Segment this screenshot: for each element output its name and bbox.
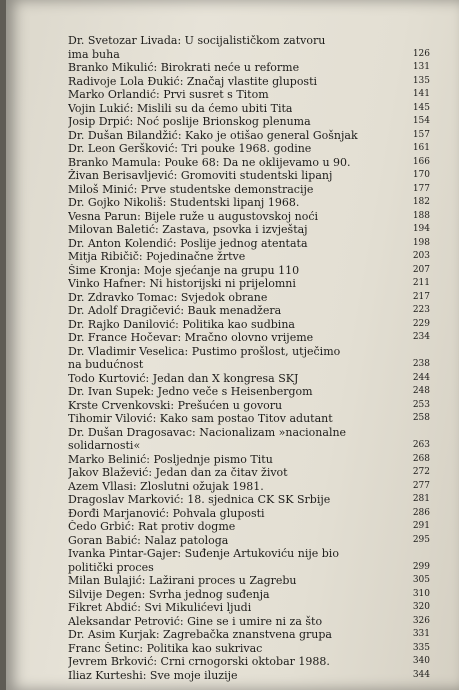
toc-entry-title: Tihomir Vilović: Kako sam postao Titov adutant — [68, 412, 333, 425]
toc-entry — [68, 129, 430, 143]
toc-page-number: 320 — [412, 602, 430, 612]
toc-entry — [68, 426, 430, 453]
toc-entry-title: Todo Kurtović: Jedan dan X kongresa SKJ — [68, 371, 299, 385]
toc-entry-title: Mitja Ribičič: Pojedinačne žrtve — [68, 250, 246, 263]
toc-entry — [68, 223, 430, 237]
toc-entry-title: Marko Orlandić: Prvi susret s Titom — [68, 88, 269, 101]
toc-entry — [68, 331, 430, 345]
toc-page-number: 203 — [412, 251, 430, 261]
toc-page-number: 182 — [412, 197, 430, 207]
toc-entry — [68, 669, 430, 683]
toc-page-number: 211 — [412, 278, 430, 288]
toc-entry — [68, 372, 430, 386]
toc-page-number: 272 — [412, 467, 430, 477]
toc-page-number: 154 — [412, 116, 430, 126]
toc-entry-title: Živan Berisavljević: Gromoviti studentski lipanj — [68, 169, 333, 182]
toc-entry-title: Dr. Dušan Bilandžić: Kako je otišao general Gošnjak — [68, 128, 358, 142]
toc-entry — [68, 277, 430, 291]
toc-entry-title: Fikret Abdić: Svi Mikulićevi ljudi — [68, 601, 252, 614]
toc-page-number: 131 — [412, 62, 430, 72]
toc-entry — [68, 399, 430, 413]
toc-page-number: 258 — [412, 413, 430, 423]
toc-entry — [68, 250, 430, 264]
toc-entry — [68, 156, 430, 170]
toc-entry — [68, 88, 430, 102]
toc-entry-title: Josip Drpić: Noć poslije Brionskog plenuma — [68, 115, 311, 128]
book-page — [6, 0, 459, 690]
toc-page-number: 126 — [412, 48, 430, 59]
toc-entry-title: Franc Šetinc: Politika kao sukrivac — [68, 641, 263, 655]
toc-entry-title: Iliaz Kurteshi: Sve moje iluzije — [68, 668, 238, 682]
toc-entry-title: Dr. Adolf Dragičević: Bauk menadžera — [68, 304, 282, 317]
toc-entry-title: Šime Kronja: Moje sjećanje na grupu 110 — [68, 263, 300, 277]
toc-page-number: 170 — [412, 170, 430, 180]
toc-page-number: 281 — [412, 494, 430, 504]
toc-entry — [68, 615, 430, 629]
toc-page-number: 141 — [412, 89, 430, 99]
toc-page-number: 340 — [412, 656, 430, 666]
toc-entry — [68, 210, 430, 224]
toc-entry-title: Vinko Hafner: Ni historijski ni prijelomni — [68, 277, 296, 290]
toc-entry-title: Milan Bulajić: Lažirani proces u Zagrebu — [68, 574, 297, 587]
toc-page-number: 326 — [412, 615, 430, 626]
toc-entry — [68, 318, 430, 332]
toc-entry — [68, 304, 430, 318]
toc-page-number: 344 — [412, 669, 430, 680]
toc-entry-title: Azem Vllasi: Zloslutni ožujak 1981. — [68, 479, 264, 493]
toc-page-number: 310 — [412, 588, 430, 599]
toc-entry — [68, 507, 430, 521]
toc-page-number: 145 — [412, 102, 430, 113]
toc-page-number: 263 — [412, 440, 430, 450]
toc-page-number: 217 — [412, 291, 430, 302]
toc-page-number: 291 — [412, 521, 430, 531]
toc-entry-title: Jevrem Brković: Crni crnogorski oktobar 1988. — [68, 655, 330, 668]
toc-entry — [68, 642, 430, 656]
toc-entry — [68, 466, 430, 480]
toc-entry-title: Dr. Gojko Nikoliš: Studentski lipanj 1968. — [68, 196, 300, 209]
toc-entry-title: Goran Babić: Nalaz patologa — [68, 533, 229, 547]
toc-entry — [68, 183, 430, 197]
toc-entry — [68, 480, 430, 494]
toc-entry — [68, 115, 430, 129]
toc-page-number: 166 — [412, 156, 430, 167]
toc-entry — [68, 196, 430, 210]
toc-entry — [68, 237, 430, 251]
toc-entry-title: Đorđi Marjanović: Pohvala gluposti — [68, 506, 265, 520]
toc-entry-title: Ivanka Pintar-Gajer: Suđenje Artukoviću nije bio politički proces — [68, 547, 339, 574]
toc-entry — [68, 34, 430, 61]
toc-page-number: 299 — [412, 561, 430, 572]
toc-page-number: 234 — [412, 332, 430, 342]
toc-page-number: 248 — [412, 386, 430, 396]
toc-entry — [68, 574, 430, 588]
toc-page-number: 295 — [412, 534, 430, 545]
toc-page-number: 188 — [412, 210, 430, 221]
toc-entry-title: Dr. Vladimir Veselica: Pustimo prošlost, utječimo na budućnost — [68, 344, 341, 371]
toc-entry-title: Branko Mikulić: Birokrati neće u reforme — [68, 61, 300, 74]
toc-entry — [68, 588, 430, 602]
toc-page-number: 207 — [412, 264, 430, 275]
toc-entry-title: Krste Crvenkovski: Prešućen u govoru — [68, 398, 283, 412]
toc-page-number: 229 — [412, 318, 430, 329]
toc-entry-title: Dr. Asim Kurjak: Zagrebačka znanstvena grupa — [68, 628, 332, 641]
toc-entry-title: Radivoje Lola Đukić: Značaj vlastite gluposti — [68, 74, 318, 88]
toc-page-number: 177 — [412, 183, 430, 194]
toc-page-number: 335 — [412, 642, 430, 653]
toc-page-number: 198 — [412, 237, 430, 248]
toc-entry-title: Branko Mamula: Pouke 68: Da ne oklijevamo u 90. — [68, 155, 351, 169]
toc-entry-title: Miloš Minić: Prve studentske demonstracije — [68, 182, 314, 196]
toc-entry — [68, 75, 430, 89]
toc-page-number: 277 — [412, 480, 430, 491]
toc-entry-title: Dr. Zdravko Tomac: Svjedok obrane — [68, 290, 268, 304]
toc-entry — [68, 291, 430, 305]
toc-entry — [68, 61, 430, 75]
toc-entry-title: Vesna Parun: Bijele ruže u augustovskoj noći — [68, 209, 318, 223]
toc-entry — [68, 264, 430, 278]
toc-page-number: 157 — [412, 129, 430, 140]
toc-entry — [68, 534, 430, 548]
table-of-contents — [68, 34, 430, 682]
toc-entry-title: Dr. France Hočevar: Mračno olovno vrijeme — [68, 331, 314, 344]
toc-entry-title: Silvije Degen: Svrha jednog suđenja — [68, 587, 270, 601]
toc-page-number: 331 — [412, 629, 430, 639]
toc-page-number: 223 — [412, 305, 430, 315]
toc-entry-title: Dr. Svetozar Livada: U socijalističkom zatvoru ima buha — [68, 34, 326, 61]
toc-entry-title: Dr. Rajko Danilović: Politika kao sudbina — [68, 317, 295, 331]
toc-page-number: 286 — [412, 507, 430, 518]
toc-entry-title: Aleksandar Petrović: Gine se i umire ni za što — [68, 614, 323, 628]
toc-page-number: 244 — [412, 372, 430, 383]
toc-page-number: 161 — [412, 143, 430, 153]
toc-page-number: 305 — [412, 575, 430, 585]
toc-entry — [68, 345, 430, 372]
toc-entry-title: Milovan Baletić: Zastava, psovka i izvještaj — [68, 223, 308, 236]
toc-entry-title: Dr. Ivan Supek: Jedno veče s Heisenbergom — [68, 385, 313, 398]
toc-page-number: 238 — [412, 359, 430, 369]
toc-page-number: 253 — [412, 399, 430, 410]
toc-entry — [68, 385, 430, 399]
toc-entry-title: Marko Belinić: Posljednje pismo Titu — [68, 452, 273, 466]
toc-entry — [68, 142, 430, 156]
toc-entry-title: Čedo Grbić: Rat protiv dogme — [68, 520, 236, 533]
toc-entry — [68, 547, 430, 574]
toc-entry-title: Dr. Anton Kolendić: Poslije jednog atentata — [68, 236, 308, 250]
toc-page-number: 135 — [412, 75, 430, 86]
toc-page-number: 194 — [412, 224, 430, 234]
toc-entry-title: Dr. Leon Geršković: Tri pouke 1968. godine — [68, 142, 312, 155]
toc-entry-title: Dragoslav Marković: 18. sjednica CK SK Srbije — [68, 493, 331, 506]
toc-entry-title: Vojin Lukić: Mislili su da ćemo ubiti Tita — [68, 101, 293, 115]
toc-page-number: 268 — [412, 453, 430, 464]
toc-entry — [68, 655, 430, 669]
toc-entry — [68, 412, 430, 426]
toc-entry-title: Dr. Dušan Dragosavac: Nacionalizam »nacionalne solidarnosti« — [68, 425, 347, 452]
toc-entry — [68, 520, 430, 534]
toc-entry — [68, 169, 430, 183]
toc-entry — [68, 102, 430, 116]
toc-entry — [68, 453, 430, 467]
toc-entry-title: Jakov Blažević: Jedan dan za čitav život — [68, 466, 288, 479]
toc-entry — [68, 601, 430, 615]
toc-entry — [68, 493, 430, 507]
toc-entry — [68, 628, 430, 642]
